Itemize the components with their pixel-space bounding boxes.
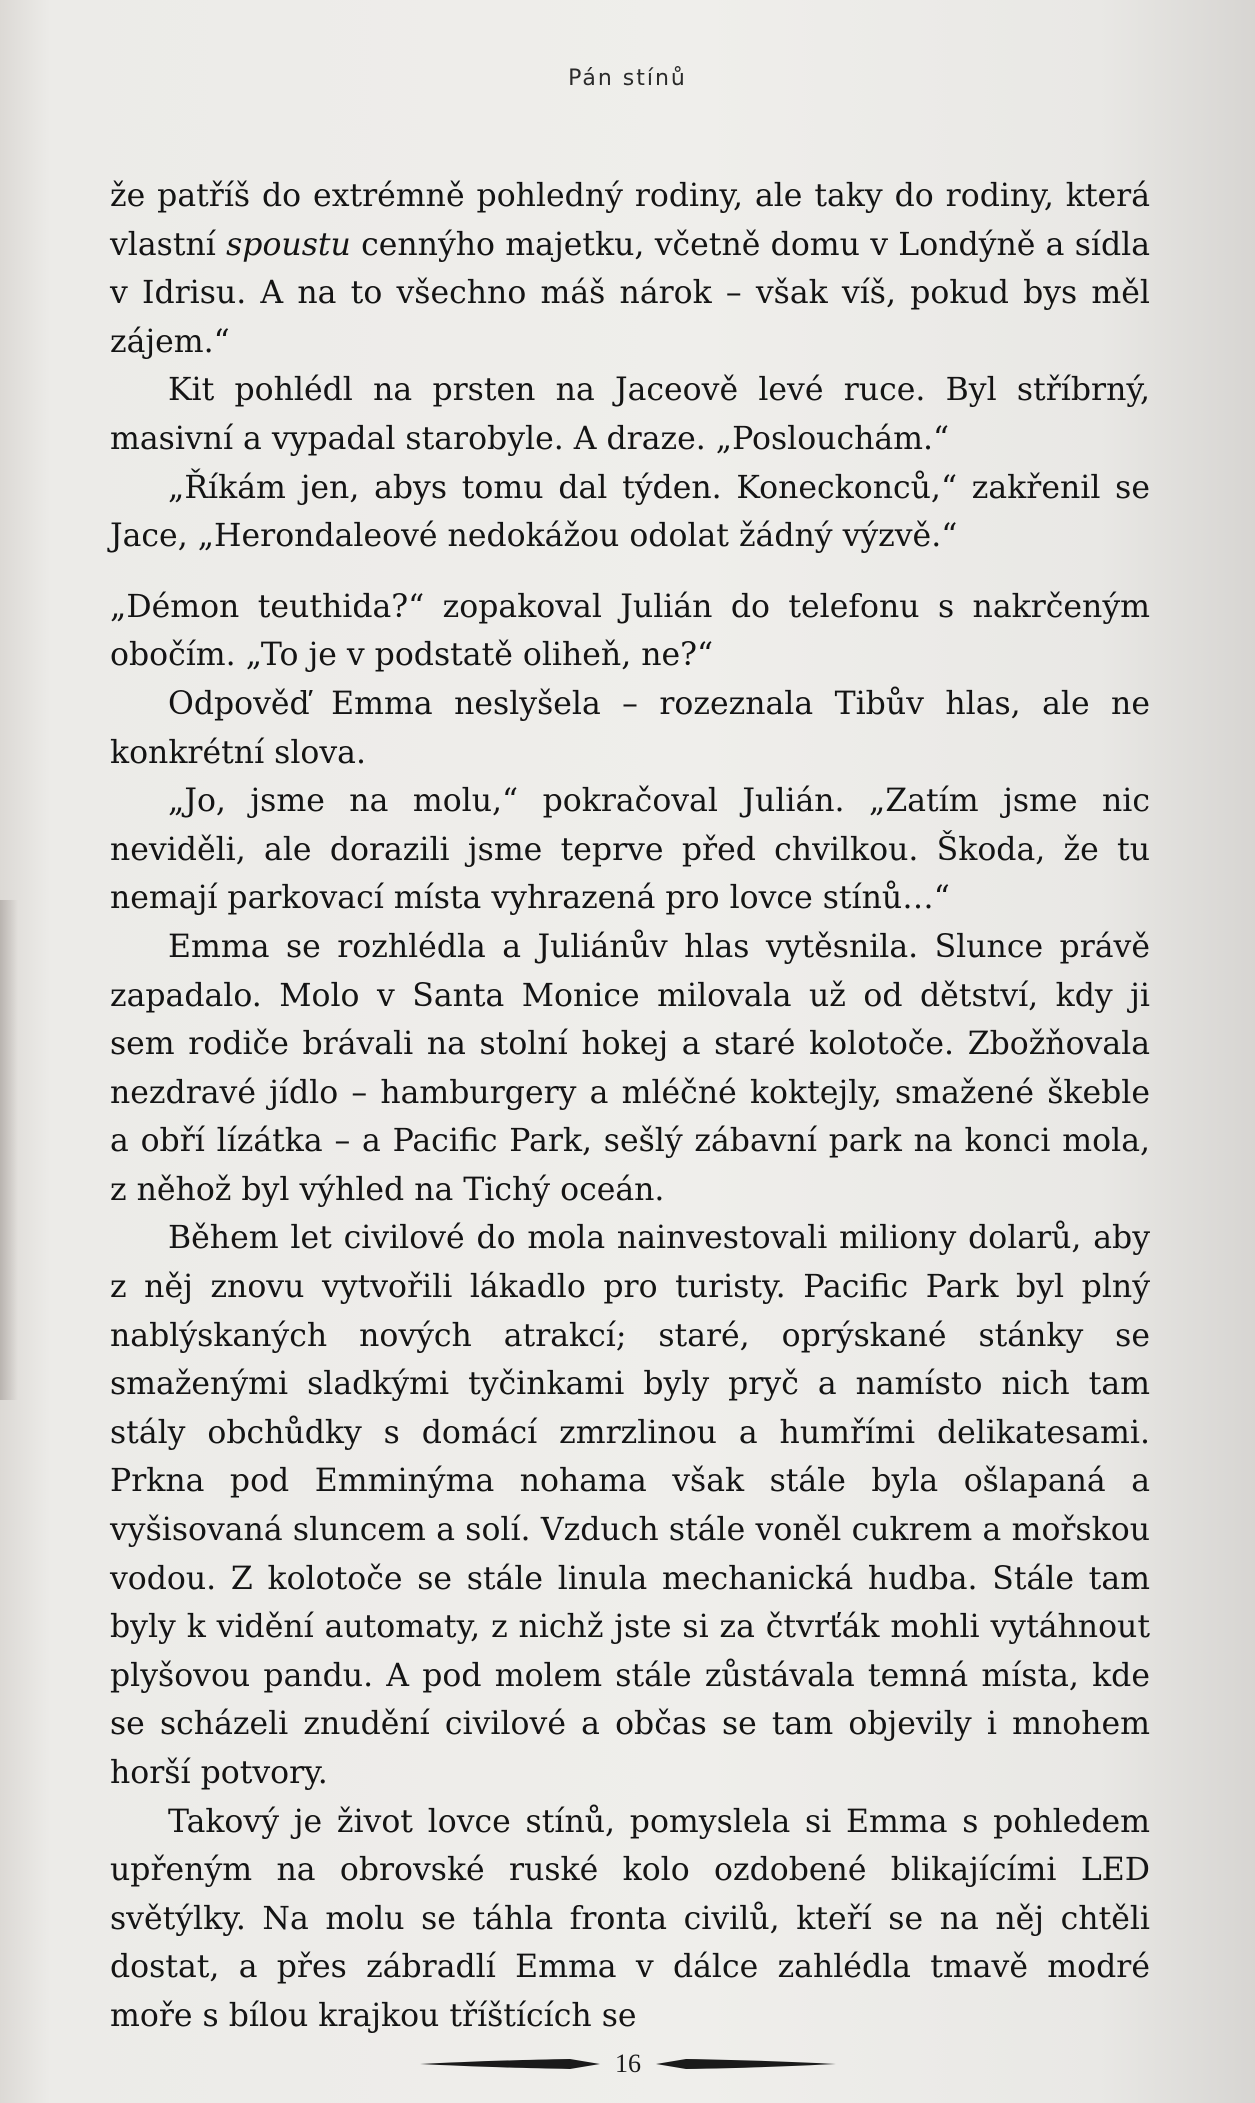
paragraph-4: „Démon teuthida?“ zopakoval Julián do telefonu s nakrčeným obočím. „To je v podstatě oliheň, ne?“ bbox=[110, 588, 1150, 674]
paragraph-1-text: že patříš do extrémně pohledný rodiny, ale taky do rodiny, která vlastní bbox=[110, 178, 1150, 263]
running-title: Pán stínů bbox=[568, 66, 687, 91]
page-curl-shadow bbox=[0, 900, 18, 1400]
page-number: 16 bbox=[615, 2049, 641, 2078]
paragraph-1 bbox=[110, 172, 1150, 366]
paragraph-7: Emma se rozhlédla a Juliánův hlas vytěsnila. Slunce právě zapadalo. Molo v Santa Monice milovala už od dětství, kdy ji sem rodiče brávali na stolní hokej a staré kolotoče. Zbožňovala nezdravé jídlo – hamburgery a mléčné koktejly, smažené škeble a obří lízátka – a Pacific Park, sešlý zábavní park na konci mola, z něhož byl výhled na Tichý oceán. bbox=[110, 928, 1150, 1208]
body-text bbox=[110, 172, 1150, 2041]
paragraph-1-tail: cennýho majetku, včetně domu v Londýně a sídla v Idrisu. A na to všechno máš nárok – však víš, pokud bys měl zájem.“ bbox=[110, 226, 1150, 360]
paragraph-1-emphasis: spoustu bbox=[226, 226, 351, 263]
paragraph-8: Během let civilové do mola nainvestovali miliony dolarů, aby z něj znovu vytvořili lákadlo pro turisty. Pacific Park byl plný nablýskaných nových atrakcí; staré, oprýskané stánky se smaženými sladkými tyčinkami byly pryč a namísto nich tam stály obchůdky s domácí zmrzlinou a humřími delikatesami. Prkna pod Emminýma nohama však stále byla ošlapaná a vyšisovaná sluncem a solí. Vzduch stále voněl cukrem a mořskou vodou. Z kolotoče se stále linula mechanická hudba. Stále tam byly k vidění automaty, z nichž jste si za čtvrťák mohli vytáhnout plyšovou pandu. A pod molem stále zůstávala temná místa, kde se scházeli znudění civilové a občas se tam objevily i mnohem horší potvory. bbox=[110, 1220, 1150, 1791]
paragraph-2: Kit pohlédl na prsten na Jaceově levé ruce. Byl stříbrný, masivní a vypadal starobyle. A draze. „Poslouchám.“ bbox=[110, 372, 1150, 457]
left-swash-ornament-icon bbox=[420, 2056, 600, 2072]
paragraph-6: „Jo, jsme na molu,“ pokračoval Julián. „Zatím jsme nic neviděli, ale dorazili jsme teprve před chvilkou. Škoda, že tu nemají parkovací místa vyhrazená pro lovce stínů…“ bbox=[110, 783, 1150, 917]
paragraph-5: Odpověď Emma neslyšela – rozeznala Tibův hlas, ale ne konkrétní slova. bbox=[110, 685, 1150, 771]
paragraph-3: „Říkám jen, abys tomu dal týden. Koneckonců,“ zakřenil se Jace, „Herondaleové nedokážou odolat žádný výzvě.“ bbox=[110, 469, 1150, 555]
right-swash-ornament-icon bbox=[656, 2056, 836, 2072]
paragraph-9: Takový je život lovce stínů, pomyslela si Emma s pohledem upřeným na obrovské ruské kolo ozdobené blikajícími LED světýlky. Na molu se táhla fronta civilů, kteří se na něj chtěli dostat, a přes zábradlí Emma v dálce zahlédla tmavě modré moře s bílou krajkou tříštících se bbox=[110, 1803, 1150, 2034]
page-footer bbox=[0, 2046, 1255, 2086]
